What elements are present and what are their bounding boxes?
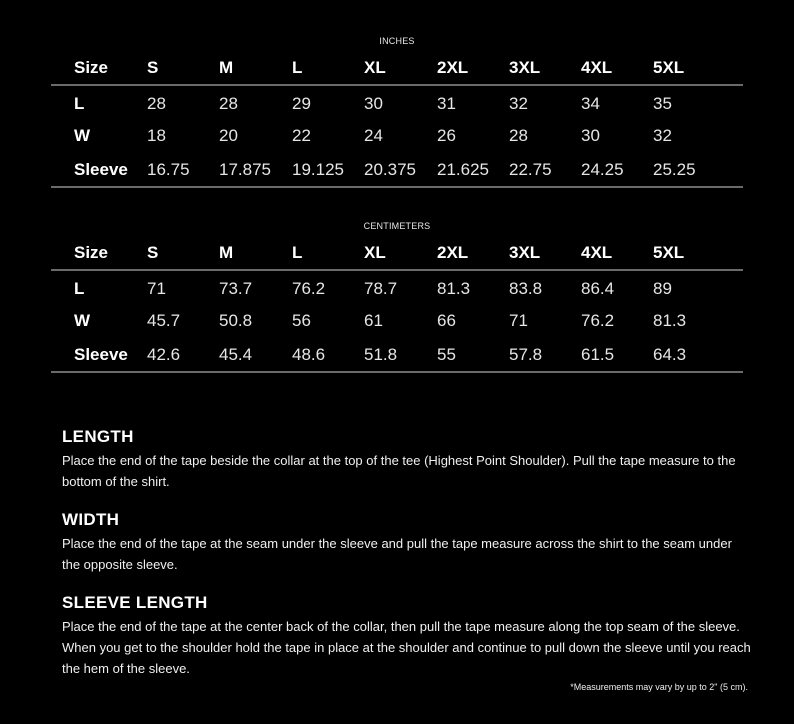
table-row [51, 279, 743, 313]
row-label: L [74, 94, 85, 113]
sleeve-length-instructions [62, 593, 752, 679]
cell: 42.6 [147, 345, 181, 364]
header-m: M [219, 243, 234, 262]
cell: 64.3 [653, 345, 687, 364]
sleeve-length-heading: SLEEVE LENGTH [62, 593, 208, 612]
table-bottom-rule [51, 371, 743, 373]
cell: 89 [653, 279, 672, 298]
table-header-row [51, 243, 743, 277]
header-size: Size [74, 58, 109, 77]
length-heading: LENGTH [62, 427, 134, 446]
table-row [51, 311, 743, 345]
table-header-row [51, 58, 743, 92]
cell: 28 [509, 126, 528, 145]
cell: 34 [581, 94, 600, 113]
cell: 61.5 [581, 345, 615, 364]
cell: 81.3 [653, 311, 687, 330]
header-xl: XL [364, 58, 386, 77]
cell: 30 [364, 94, 383, 113]
cell: 71 [509, 311, 528, 330]
cell: 28 [219, 94, 238, 113]
cell: 32 [509, 94, 528, 113]
header-4xl: 4XL [581, 243, 613, 262]
row-label: Sleeve [74, 345, 128, 364]
cell: 30 [581, 126, 600, 145]
header-2xl: 2XL [437, 58, 469, 77]
header-s: S [147, 243, 159, 262]
cell: 19.125 [292, 160, 344, 179]
length-text: Place the end of the tape beside the collar at the top of the tee (Highest Point Shoulder). Pull the tape measure to the bottom of the shirt. [62, 453, 736, 489]
cell: 61 [364, 311, 383, 330]
centimeters-caption: CENTIMETERS [363, 221, 431, 231]
header-2xl: 2XL [437, 243, 469, 262]
cell: 20.375 [364, 160, 416, 179]
cell: 20 [219, 126, 238, 145]
header-3xl: 3XL [509, 243, 541, 262]
header-size: Size [74, 243, 109, 262]
cell: 73.7 [219, 279, 253, 298]
cell: 76.2 [292, 279, 326, 298]
cell: 16.75 [147, 160, 190, 179]
cell: 45.7 [147, 311, 181, 330]
cell: 26 [437, 126, 456, 145]
header-m: M [219, 58, 234, 77]
table-row [51, 126, 743, 160]
header-l: L [292, 243, 303, 262]
row-label: Sleeve [74, 160, 128, 179]
cell: 22.75 [509, 160, 552, 179]
cell: 17.875 [219, 160, 271, 179]
header-4xl: 4XL [581, 58, 613, 77]
row-label: W [74, 126, 91, 145]
row-label: L [74, 279, 85, 298]
cell: 76.2 [581, 311, 615, 330]
row-label: W [74, 311, 91, 330]
length-instructions [62, 427, 752, 492]
cell: 32 [653, 126, 672, 145]
header-xl: XL [364, 243, 386, 262]
header-divider [51, 269, 743, 271]
cell: 24.25 [581, 160, 624, 179]
table-row [51, 160, 743, 194]
cell: 22 [292, 126, 311, 145]
cell: 78.7 [364, 279, 398, 298]
cell: 51.8 [364, 345, 398, 364]
table-row [51, 94, 743, 128]
measurement-footnote: *Measurements may vary by up to 2" (5 cm). [570, 682, 748, 692]
cell: 31 [437, 94, 456, 113]
header-5xl: 5XL [653, 58, 685, 77]
header-5xl: 5XL [653, 243, 685, 262]
width-instructions [62, 510, 752, 575]
header-3xl: 3XL [509, 58, 541, 77]
sleeve-length-text: Place the end of the tape at the center back of the collar, then pull the tape measure along the top seam of the sleeve. When you get to the shoulder hold the tape in place at the shoulder and continue to pull down the sleeve until you reach the hem of the sleeve. [62, 619, 751, 676]
cell: 29 [292, 94, 311, 113]
header-divider [51, 84, 743, 86]
cell: 66 [437, 311, 456, 330]
cell: 83.8 [509, 279, 543, 298]
cell: 50.8 [219, 311, 253, 330]
cell: 81.3 [437, 279, 471, 298]
cell: 86.4 [581, 279, 615, 298]
width-text: Place the end of the tape at the seam under the sleeve and pull the tape measure across the shirt to the seam under the opposite sleeve. [62, 536, 732, 572]
cell: 55 [437, 345, 456, 364]
table-bottom-rule [51, 186, 743, 188]
cell: 24 [364, 126, 383, 145]
cell: 48.6 [292, 345, 326, 364]
cell: 57.8 [509, 345, 543, 364]
cell: 71 [147, 279, 166, 298]
width-heading: WIDTH [62, 510, 120, 529]
cell: 25.25 [653, 160, 696, 179]
cell: 18 [147, 126, 166, 145]
inches-table [51, 58, 743, 194]
centimeters-table [51, 243, 743, 379]
cell: 21.625 [437, 160, 489, 179]
table-row [51, 345, 743, 379]
cell: 28 [147, 94, 166, 113]
inches-caption: INCHES [379, 36, 415, 46]
cell: 45.4 [219, 345, 253, 364]
cell: 35 [653, 94, 672, 113]
cell: 56 [292, 311, 311, 330]
header-s: S [147, 58, 159, 77]
header-l: L [292, 58, 303, 77]
